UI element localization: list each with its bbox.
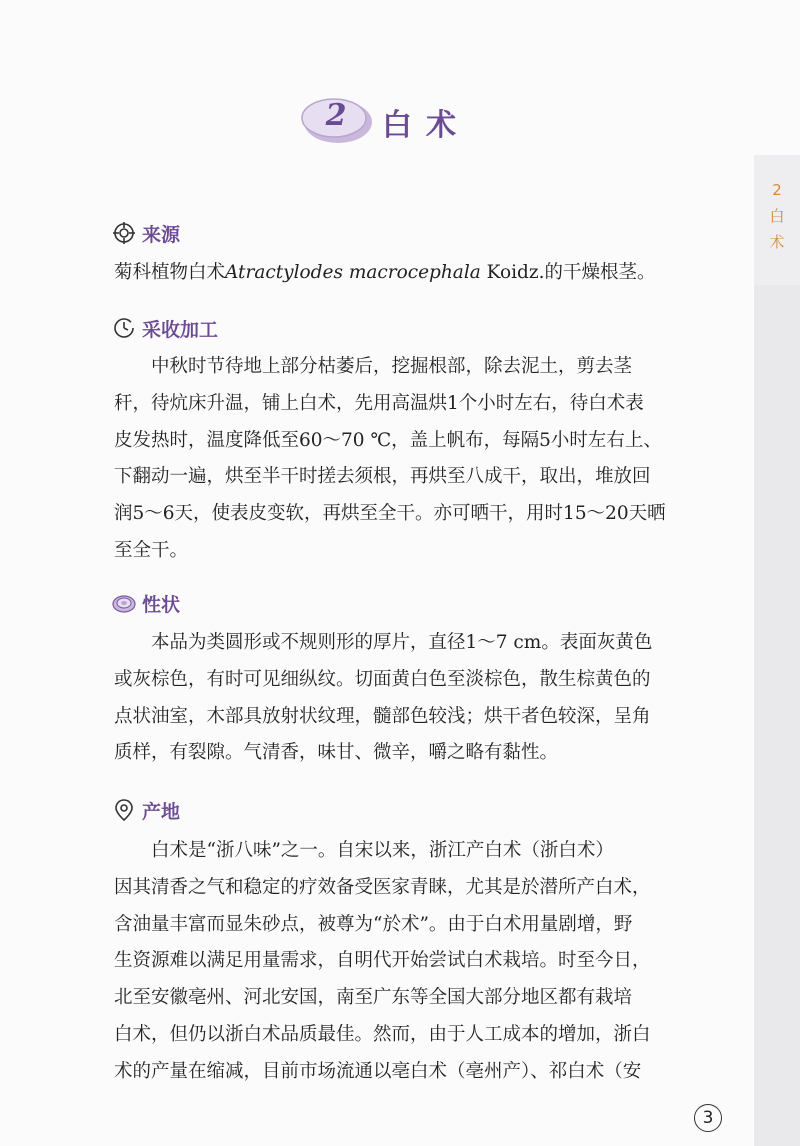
paragraph-line: 术的产量在缩减，目前市场流通以亳白术（亳州产）、祁白术（安	[114, 1060, 642, 1082]
paragraph-line: 中秋时节待地上部分枯萎后，挖掘根部，除去泥土，剪去茎	[114, 356, 633, 377]
target-icon	[112, 221, 136, 245]
paragraph-line: 下翻动一遍，烘至半干时搓去须根，再烘至八成干，取出，堆放回	[114, 466, 651, 488]
paragraph-line: 因其清香之气和稳定的疗效备受医家青睐，尤其是於潜所产白术，	[114, 876, 651, 898]
slice-icon	[112, 591, 136, 615]
section-heading-source	[112, 219, 180, 247]
section-title: 来源	[142, 223, 181, 246]
side-tab-char: 术	[769, 233, 785, 251]
side-tab-label	[754, 177, 800, 255]
section-body-processing	[114, 349, 718, 570]
section-heading-origin	[112, 796, 180, 824]
paragraph-line: 质样，有裂隙。气清香，味甘、微辛，嚼之略有黏性。	[114, 742, 559, 764]
paragraph-line: 皮发热时，温度降低至60～70 ℃，盖上帆布，每隔5小时左右上、	[114, 429, 662, 451]
latin-name: Atractylodes macrocephala	[225, 262, 481, 283]
text-run: Koidz.的干燥根茎。	[480, 262, 656, 283]
chapter-name: 白术	[382, 108, 470, 143]
paragraph-line: 润5～6天，使表皮变软，再烘至全干。亦可晒干，用时15～20天晒	[114, 503, 666, 525]
section-title: 采收加工	[142, 318, 219, 341]
section-body-character	[114, 625, 718, 772]
section-body-origin	[114, 833, 718, 1091]
location-pin-icon	[112, 798, 136, 822]
paragraph-line: 白术是“浙八味”之一。自宋以来，浙江产白术（浙白术）	[114, 840, 614, 861]
side-tab	[754, 155, 800, 285]
paragraph-line	[114, 255, 718, 292]
chapter-title	[298, 92, 538, 152]
text-run: 菊科植物白术	[114, 262, 226, 283]
paragraph-line: 点状油室，木部具放射状纹理，髓部色较浅；烘干者色较深，呈角	[114, 705, 651, 727]
section-heading-processing	[112, 314, 218, 342]
page-number: 3	[694, 1104, 722, 1132]
clock-icon	[112, 316, 136, 340]
paragraph-line: 或灰棕色，有时可见细纵纹。切面黄白色至淡棕色，散生棕黄色的	[114, 668, 651, 690]
side-margin	[754, 285, 800, 1146]
paragraph-line: 本品为类圆形或不规则形的厚片，直径1～7 cm。表面灰黄色	[114, 632, 653, 653]
section-title: 性状	[142, 593, 181, 616]
paragraph-line: 生资源难以满足用量需求，自明代开始尝试白术栽培。时至今日，	[114, 950, 651, 972]
side-tab-char: 白	[769, 207, 785, 225]
section-heading-character	[112, 589, 180, 617]
paragraph-line: 白术，但仍以浙白术品质最佳。然而，由于人工成本的增加，浙白	[114, 1023, 651, 1045]
side-tab-number: 2	[772, 181, 782, 199]
chapter-number: 2	[325, 98, 347, 133]
section-title: 产地	[142, 800, 181, 823]
paragraph-line: 秆，待炕床升温，铺上白术，先用高温烘1个小时左右，待白术表	[114, 392, 644, 414]
paragraph-line: 含油量丰富而显朱砂点，被尊为“於术”。由于白术用量剧增，野	[114, 913, 633, 935]
paragraph-line: 北至安徽亳州、河北安国，南至广东等全国大部分地区都有栽培	[114, 987, 633, 1009]
section-body-source	[114, 255, 718, 292]
paragraph-line: 至全干。	[114, 539, 189, 561]
